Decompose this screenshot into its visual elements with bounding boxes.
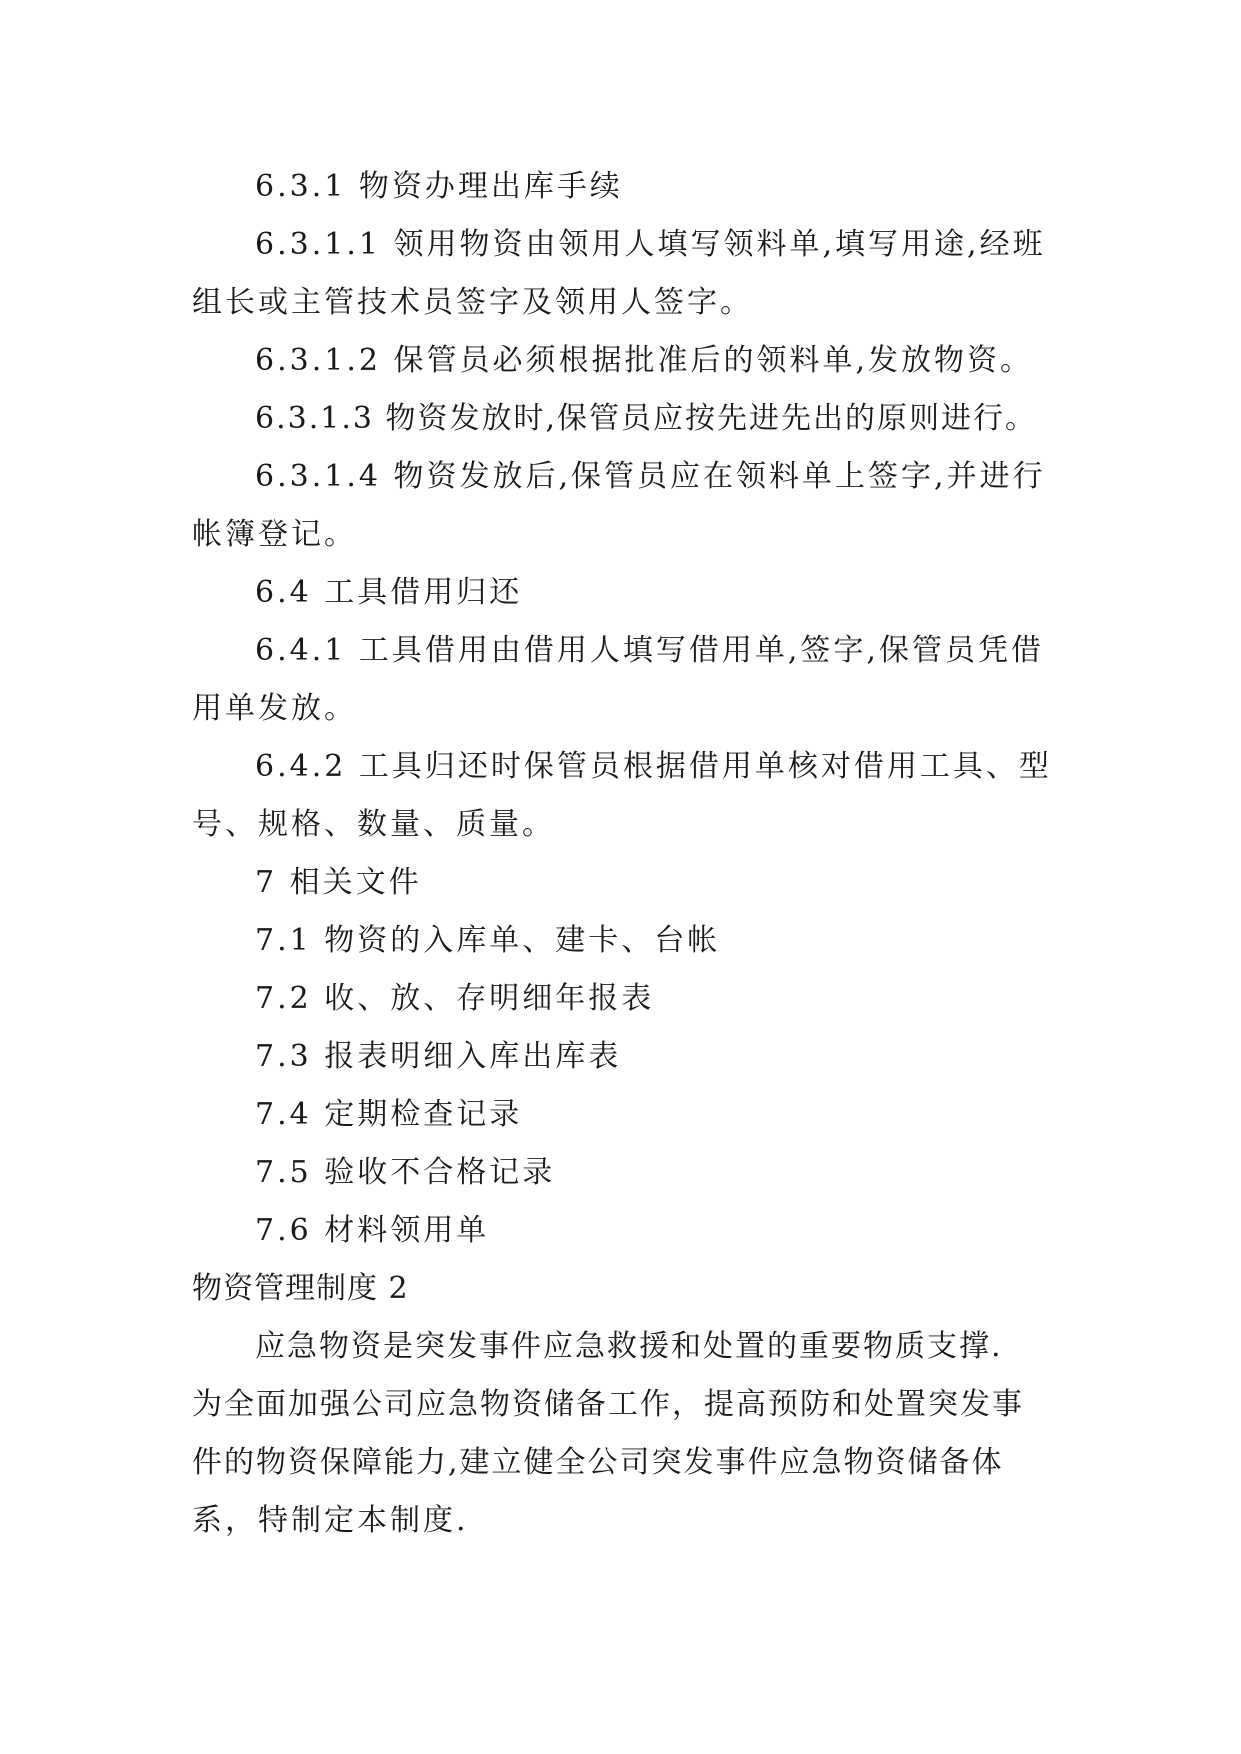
clause-6-4-1-line1: 6.4.1 工具借用由借用人填写借用单,签字,保管员凭借 xyxy=(255,633,1044,668)
paragraph-line2: 为全面加强公司应急物资储备工作，提高预防和处置突发事 xyxy=(192,1387,1024,1422)
clause-6-3-1-1-line1: 6.3.1.1 领用物资由领用人填写领料单,填写用途,经班 xyxy=(255,227,1046,262)
paragraph-line4: 系，特制定本制度. xyxy=(192,1503,469,1538)
clause-7-6: 7.6 材料领用单 xyxy=(255,1213,490,1248)
clause-6-3-1-4-line2: 帐簿登记。 xyxy=(192,517,357,552)
clause-7-3: 7.3 报表明细入库出库表 xyxy=(255,1039,622,1074)
paragraph-line3: 件的物资保障能力,建立健全公司突发事件应急物资储备体 xyxy=(192,1445,1004,1480)
clause-7-2: 7.2 收、放、存明细年报表 xyxy=(255,981,655,1016)
clause-7-5: 7.5 验收不合格记录 xyxy=(255,1155,556,1190)
clause-6-3-1-4-line1: 6.3.1.4 物资发放后,保管员应在领料单上签字,并进行 xyxy=(255,459,1046,494)
document-page xyxy=(192,158,1057,1550)
clause-6-4-2-line2: 号、规格、数量、质量。 xyxy=(192,807,555,842)
clause-6-4-2-line1: 6.4.2 工具归还时保管员根据借用单核对借用工具、型 xyxy=(255,749,1052,784)
clause-7-1: 7.1 物资的入库单、建卡、台帐 xyxy=(255,923,721,958)
clause-7-4: 7.4 定期检查记录 xyxy=(255,1097,523,1132)
clause-6-3-1: 6.3.1 物资办理出库手续 xyxy=(255,169,623,204)
section-heading: 物资管理制度 2 xyxy=(192,1271,409,1306)
clause-6-4: 6.4 工具借用归还 xyxy=(255,575,523,610)
clause-6-3-1-2: 6.3.1.2 保管员必须根据批准后的领料单,发放物资。 xyxy=(255,343,1034,378)
paragraph-line1: 应急物资是突发事件应急救援和处置的重要物质支撑. xyxy=(255,1329,1003,1364)
clause-6-4-1-line2: 用单发放。 xyxy=(192,691,357,726)
clause-6-3-1-1-line2: 组长或主管技术员签字及领用人签字。 xyxy=(192,285,753,320)
clause-6-3-1-3: 6.3.1.3 物资发放时,保管员应按先进先出的原则进行。 xyxy=(255,401,1038,436)
clause-7: 7 相关文件 xyxy=(255,865,422,900)
